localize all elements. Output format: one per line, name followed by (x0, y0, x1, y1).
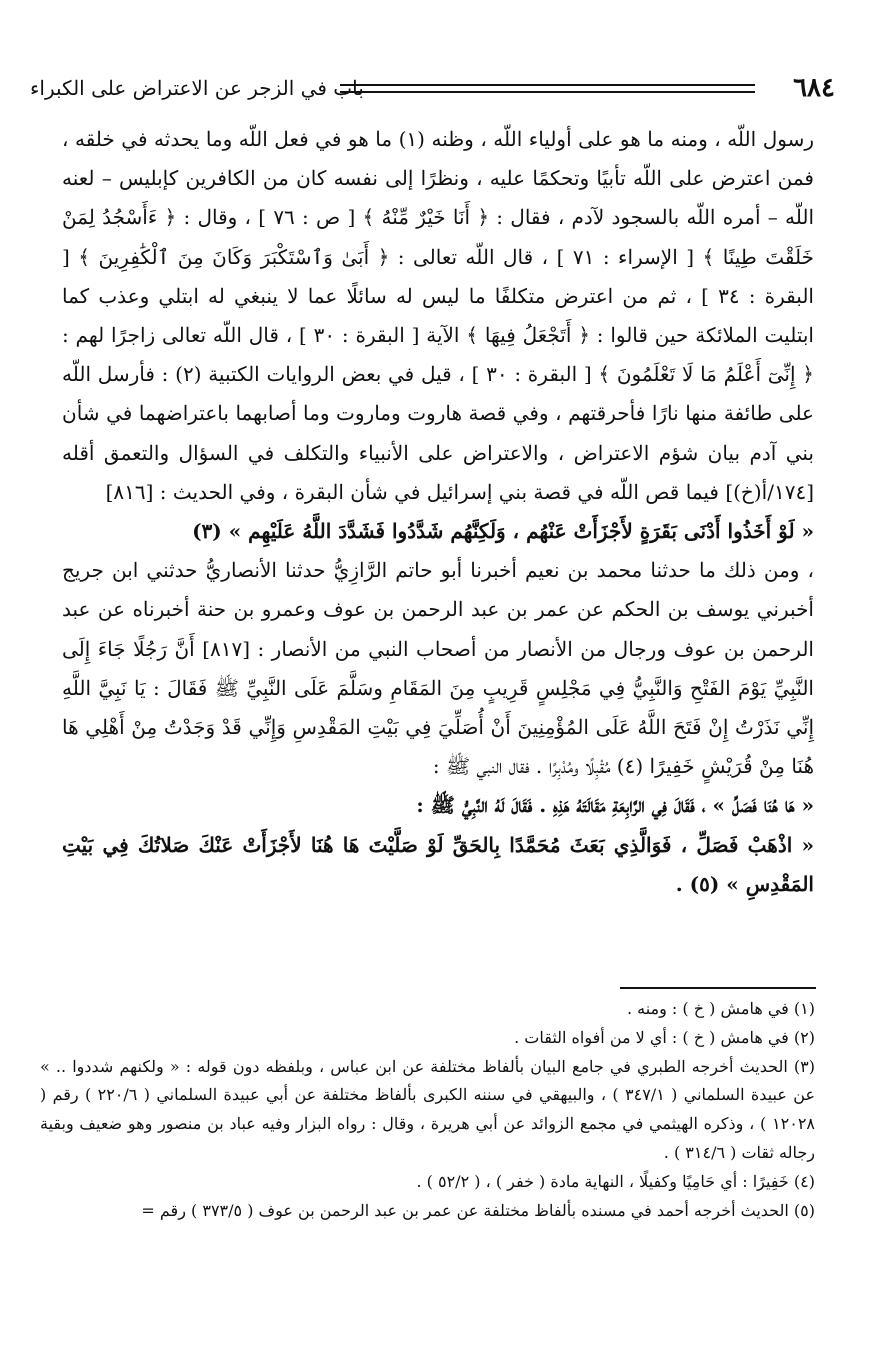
footnote: (٤) خَفِيرًا : أي حَامِيًا وكفيلًا ، النهاية مادة ( خفر ) ، ( ٥٢/٢ ) . (416, 1171, 815, 1191)
footnotes (40, 995, 815, 1225)
page-number: ٦٨٤ (793, 73, 835, 103)
footnote: (٥) الحديث أخرجه أحمد في مسنده بألفاظ مختلفة عن عمر بن عبد الرحمن بن عوف ( ٣٧٣/٥ ) رقم = (141, 1200, 815, 1220)
main-text (62, 120, 814, 904)
body-paragraph: رسول اللّه ، ومنه ما هو على أولياء اللّه ، وظنه (١) ما هو في فعل اللّه وما يحدثه في خلقه ، فمن اعترض على اللّه تأبيًا وتحكمًا عليه ، ونظرًا إلى نفسه كان من الكافرين كإبليس – لعنه اللّه – أمره اللّه بالسجود لآدم ، فقال : ﴿ أَنَا خَيْرٌ مِّنْهُ ﴾ [ ص : ٧٦ ] ، وقال : ﴿ ءَأَسْجُدُ لِمَنْ خَلَقْتَ طِينًا ﴾ [ الإسراء : ٧١ ] ، قال اللّه تعالى : ﴿ أَبَىٰ وَٱسْتَكْبَرَ وَكَانَ مِنَ ٱلْكَٰفِرِينَ ﴾ [ البقرة : ٣٤ ] ، ثم من اعترض متكلفًا ما ليس له سائلًا عما لا ينبغي له ابتلي وعذب كما ابتليت الملائكة حين قالوا : ﴿ أَتَجْعَلُ فِيهَا ﴾ الآية [ البقرة : ٣٠ ] ، قال اللّه تعالى زاجرًا لهم : ﴿ إِنِّىٓ أَعْلَمُ مَا لَا تَعْلَمُونَ ﴾ [ البقرة : ٣٠ ] ، قيل في بعض الروايات الكتبية (٢) : فأرسل اللّه على طائفة منها نارًا فأحرقتهم ، وفي قصة هاروت وماروت وما أصابهما باعتراضهما في شأن بني آدم بيان شؤم الاعتراض ، والاعتراض على الأنبياء والتكلف في السؤال والتعمق أقله [١٧٤/أ(خ)] فيما قص اللّه في قصة بني إسرائيل في شأن البقرة ، وفي الحديث : [٨١٦] (62, 127, 815, 504)
running-title: باب في الزجر عن الاعتراض على الكبراء (30, 76, 364, 100)
footnote-separator (620, 987, 816, 989)
body-paragraph: ، ومن ذلك ما حدثنا محمد بن نعيم أخبرنا أبو حاتم الرَّازِيُّ حدثنا الأنصاريُّ حدثني ابن جريج أخبرني يوسف بن الحكم عن عمر بن عبد الرحمن بن عوف وعمرو بن حنة أخبرناه عن عبد الرحمن بن عوف ورجال من الأنصار من أصحاب النبي من الأنصار : [٨١٧] أَنَّ رَجُلًا جَاءَ إِلَى النَّبِيِّ يَوْمَ الفَتْحِ وَالنَّبِيُّ فِي مَجْلِسٍ قَرِيبٍ مِنَ المَقَامِ وسَلَّمَ عَلَى النَّبِيِّ ﷺ فَقَالَ : يَا نَبِيَّ اللَّهِ إِنِّي نَذَرْتُ إِنْ فَتَحَ اللَّهُ عَلَى المُؤْمِنِينَ أَنْ أُصَلِّيَ فِي بَيْتِ المَقْدِسِ وَإِنِّي قَدْ وَجَدْتُ مِنْ أَهْلِي هَا هُنَا مِنْ قُرَيْشٍ خَفِيرًا (٤) مُقْبِلًا ومُدْبِرًا . فقال النبي ﷺ : (62, 558, 814, 779)
footnote: (٢) في هامش ( خ ) : أي لا من أفواه الثقات . (514, 1027, 815, 1047)
hadith-quote: « اذْهَبْ فَصَلِّ ، فَوَالَّذِي بَعَثَ مُحَمَّدًا بِالحَقِّ لَوْ صَلَّيْتَ هَا هُنَا لأَجْزَأَتْ عَنْكَ صَلاتُكَ فِي بَيْتِ المَقْدِسِ » (٥) . (62, 832, 814, 896)
footnote: (١) في هامش ( خ ) : ومنه . (626, 999, 815, 1018)
page-header (30, 68, 835, 108)
header-rule (340, 84, 755, 93)
footnote: (٣) الحديث أخرجه الطبري في جامع البيان بألفاظ مختلفة عن ابن عباس ، وبلفظه دون قوله : « ولكنهم شددوا .. » عن عبيدة السلماني ( ٣٤٧/١ ) ، والبيهقي في سننه الكبرى بألفاظ مختلفة عن أبي عبيدة السلماني ( ٢٢٠/٦ ) رقم ( ١٢٠٢٨ ) ، وذكره الهيثمي في مجمع الزوائد عن أبي هريرة ، وقال : رواه البزار وفيه عباد بن منصور وهو ضعيف وبقية رجاله ثقات ( ٣١٤/٦ ) . (40, 1056, 815, 1162)
hadith-quote: « لَوْ أَخَذُوا أَدْنَى بَقَرَةٍ لأَجْزَأَتْ عَنْهُم ، وَلَكِنَّهُم شَدَّدُوا فَشَدَّدَ اللَّهُ عَلَيْهِم » (٣) (192, 519, 814, 544)
hadith-quote: « هَا هُنَا فَصَلِّ » ، فَقَالَ فِي الرَّابِعَةِ مَقَالَتَهُ هَذِهِ . فَقَالَ لَهُ النَّبِيُّ ﷺ : (416, 793, 814, 818)
